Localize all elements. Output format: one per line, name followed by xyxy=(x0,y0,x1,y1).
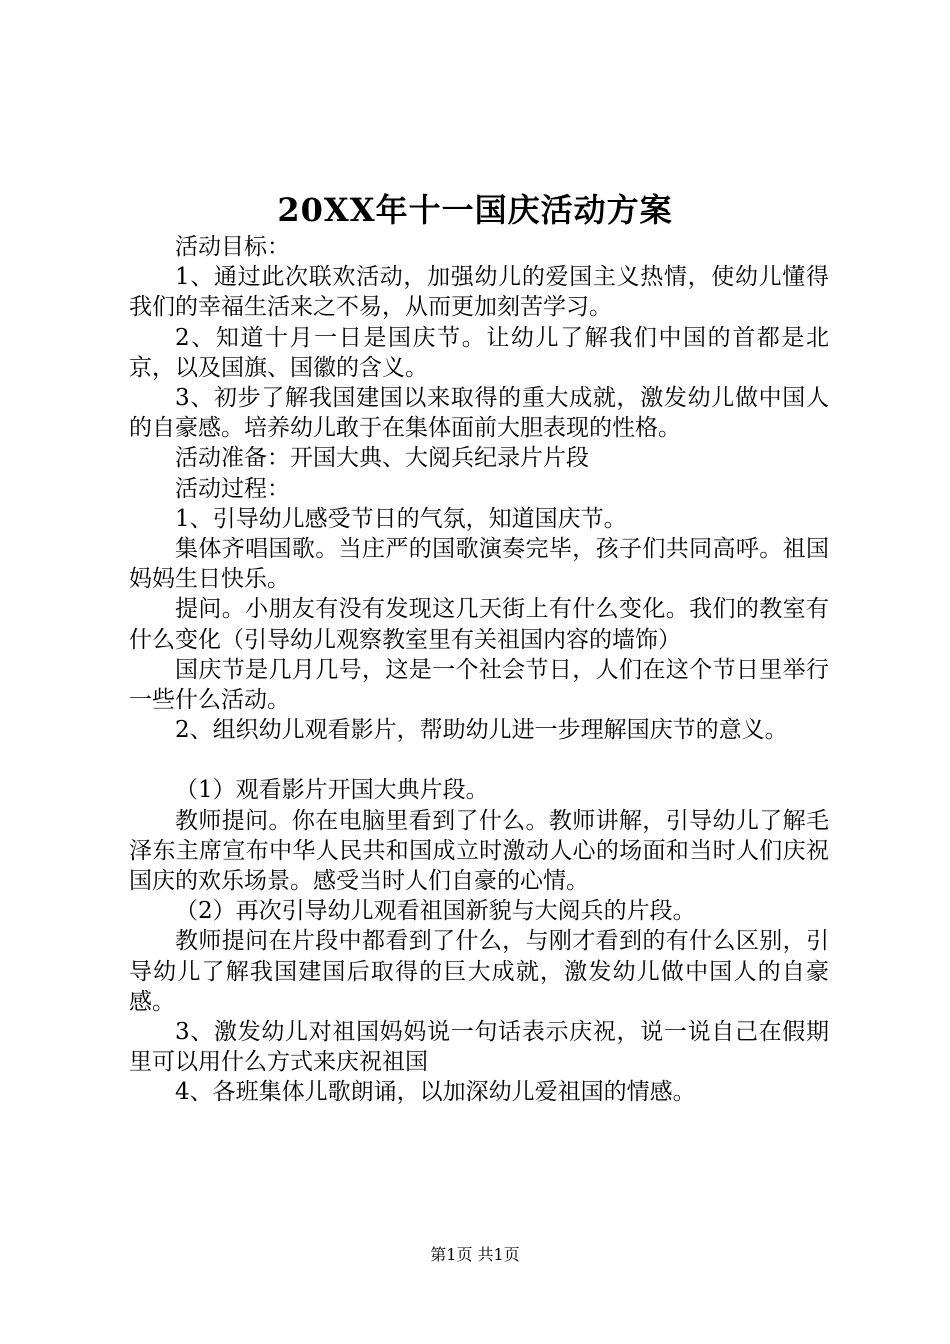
paragraph-objective-2: 2、知道十月一日是国庆节。让幼儿了解我们中国的首都是北京，以及国旗、国徽的含义。 xyxy=(129,324,829,381)
paragraph-step-1: 1、引导幼儿感受节日的气氛，知道国庆节。 xyxy=(175,505,627,532)
paragraph-step-2: 2、组织幼儿观看影片，帮助幼儿进一步理解国庆节的意义。 xyxy=(175,717,788,744)
paragraph-step-2-1: （1）观看影片开国大典片段。 xyxy=(175,777,489,804)
document-title: 20XX年十一国庆活动方案 xyxy=(277,191,673,229)
paragraph-objectives-heading: 活动目标： xyxy=(175,234,290,260)
paragraph-process-heading: 活动过程： xyxy=(175,475,290,502)
paragraph-teacher-question-1: 教师提问。你在电脑里看到了什么。教师讲解，引导幼儿了解毛泽东主席宣布中华人民共和国成立时激动人心的场面和当时人们庆祝国庆的欢乐场景。感受当时人们自豪的心情。 xyxy=(129,807,829,895)
paragraph-teacher-question-2: 教师提问在片段中都看到了什么，与刚才看到的有什么区别，引导幼儿了解我国建国后取得的巨大成就，激发幼儿做中国人的自豪感。 xyxy=(129,928,829,1015)
paragraph-step-4: 4、各班集体儿歌朗诵，以加深幼儿爱祖国的情感。 xyxy=(175,1079,696,1106)
paragraph-preparation: 活动准备：开国大典、大阅兵纪录片片段 xyxy=(175,445,589,472)
paragraph-step-2-2: （2）再次引导幼儿观看祖国新貌与大阅兵的片段。 xyxy=(175,898,696,925)
paragraph-national-day: 国庆节是几月几号，这是一个社会节日，人们在这个节日里举行一些什么活动。 xyxy=(129,656,829,714)
page-footer: 第1页 共1页 xyxy=(430,1245,520,1264)
paragraph-objective-1: 1、通过此次联欢活动，加强幼儿的爱国主义热情，使幼儿懂得我们的幸福生活来之不易，从而更加刻苦学习。 xyxy=(129,264,829,321)
paragraph-anthem: 集体齐唱国歌。当庄严的国歌演奏完毕，孩子们共同高呼。祖国妈妈生日快乐。 xyxy=(129,536,829,593)
paragraph-objective-3: 3、初步了解我国建国以来取得的重大成就，激发幼儿做中国人的自豪感。培养幼儿敢于在集体面前大胆表现的性格。 xyxy=(129,385,829,442)
document-body xyxy=(129,232,829,1108)
paragraph-step-3: 3、激发幼儿对祖国妈妈说一句话表示庆祝，说一说自己在假期里可以用什么方式来庆祝祖国 xyxy=(129,1019,829,1076)
paragraph-question: 提问。小朋友有没有发现这几天街上有什么变化。我们的教室有什么变化（引导幼儿观察教室里有关祖国内容的墙饰） xyxy=(129,596,829,653)
